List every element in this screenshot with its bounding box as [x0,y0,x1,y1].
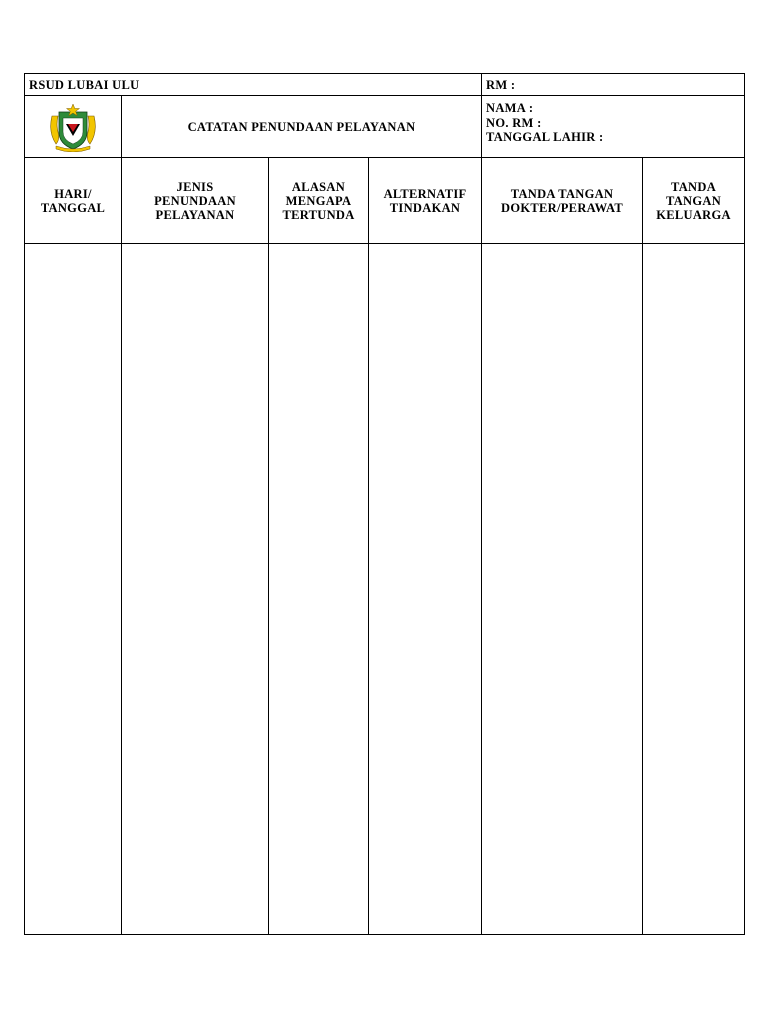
patient-rm-label: NO. RM : [486,115,542,130]
col-header-family-signature: TANDA TANGAN KELUARGA [643,158,745,244]
col-header-delay-reason: ALASAN MENGAPA TERTUNDA [269,158,369,244]
patient-birthdate-label: TANGGAL LAHIR : [486,130,604,144]
cell-alternative-action[interactable] [369,244,482,935]
col-header-delay-type: JENIS PENUNDAAN PELAYANAN [122,158,269,244]
cell-family-signature[interactable] [643,244,745,935]
service-delay-form [24,73,745,935]
column-header-row [25,158,745,244]
cell-staff-signature[interactable] [482,244,643,935]
hospital-name: RSUD LUBAI ULU [25,74,482,96]
document-title: CATATAN PENUNDAAN PELAYANAN [122,96,482,158]
col-header-day-date: HARI/ TANGGAL [25,158,122,244]
cell-day-date[interactable] [25,244,122,935]
rm-label: RM : [482,74,745,96]
table-row [25,244,745,935]
col-header-staff-signature: TANDA TANGAN DOKTER/PERAWAT [482,158,643,244]
header-row [25,74,745,96]
title-row [25,96,745,158]
cell-delay-type[interactable] [122,244,269,935]
patient-name-label: NAMA : [486,101,534,115]
col-header-alternative-action: ALTERNATIF TINDAKAN [369,158,482,244]
regency-emblem-icon [46,102,100,152]
patient-info [482,96,745,158]
logo-cell [25,96,122,158]
cell-delay-reason[interactable] [269,244,369,935]
